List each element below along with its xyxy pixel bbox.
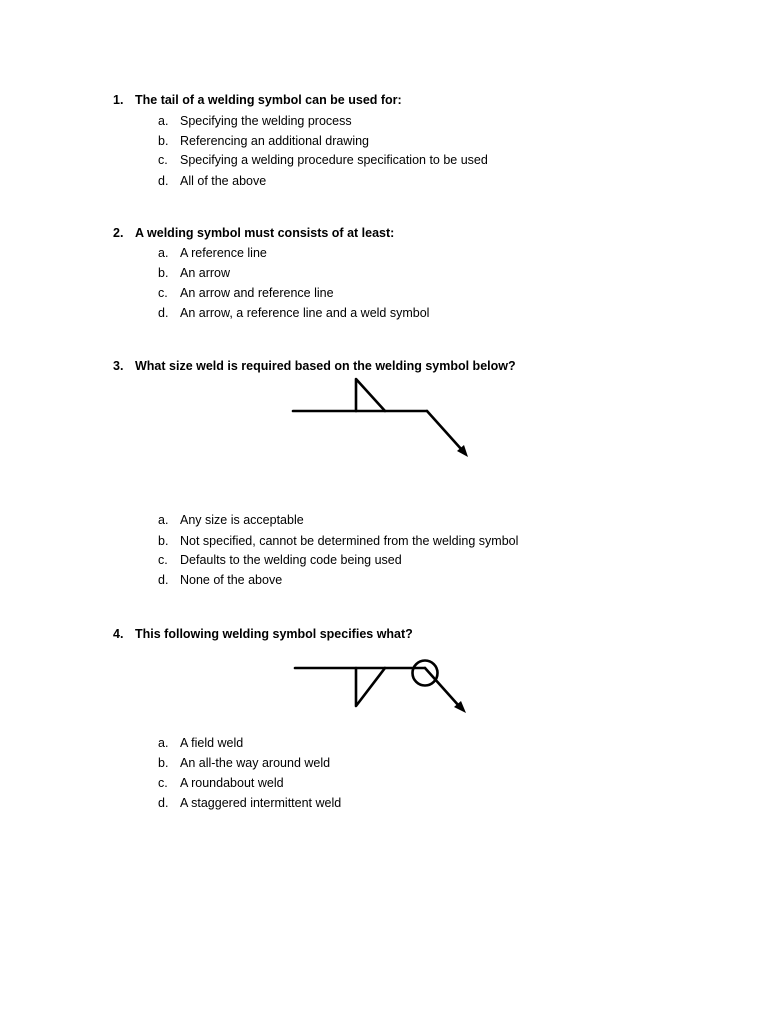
question-3-title <box>113 359 516 373</box>
option-text: A roundabout weld <box>180 776 284 790</box>
question-text: A welding symbol must consists of at least: <box>135 226 395 240</box>
fillet-weld-triangle <box>356 668 385 706</box>
option-3b <box>158 534 518 548</box>
option-letter: a. <box>158 114 169 128</box>
option-4a <box>158 736 243 750</box>
option-text: A field weld <box>180 736 244 750</box>
option-text: Defaults to the welding code being used <box>180 553 402 567</box>
question-number: 2. <box>113 226 124 240</box>
option-text: None of the above <box>180 573 283 587</box>
welding-symbol-q4 <box>295 661 459 707</box>
option-letter: d. <box>158 174 169 188</box>
option-letter: b. <box>158 134 169 148</box>
option-2a <box>158 246 267 260</box>
option-text: An arrow <box>180 266 231 280</box>
question-text: What size weld is required based on the welding symbol below? <box>135 359 516 373</box>
option-letter: d. <box>158 306 169 320</box>
option-text: An arrow, a reference line and a weld symbol <box>180 306 430 320</box>
option-text: All of the above <box>180 174 267 188</box>
option-letter: a. <box>158 736 169 750</box>
option-2c <box>158 286 334 300</box>
option-1c <box>158 153 488 167</box>
option-letter: b. <box>158 756 169 770</box>
option-1a <box>158 114 352 128</box>
question-text: This following welding symbol specifies what? <box>135 627 413 641</box>
option-letter: c. <box>158 776 168 790</box>
option-text: Specifying the welding process <box>180 114 352 128</box>
option-letter: c. <box>158 553 168 567</box>
weld-all-around-circle <box>413 661 438 686</box>
welding-symbol-q3 <box>293 379 462 450</box>
option-3d <box>158 573 282 587</box>
arrowhead <box>457 445 468 457</box>
question-1-title <box>113 93 402 107</box>
option-2d <box>158 306 429 320</box>
option-1d <box>158 174 266 188</box>
question-2-title <box>113 226 394 240</box>
option-letter: c. <box>158 153 168 167</box>
option-text: Any size is acceptable <box>180 513 304 527</box>
option-4c <box>158 776 284 790</box>
arrow-line <box>425 668 459 706</box>
option-1b <box>158 134 369 148</box>
option-letter: d. <box>158 573 169 587</box>
option-text: Referencing an additional drawing <box>180 134 370 148</box>
arrow-line <box>427 411 462 450</box>
option-text: An all-the way around weld <box>180 756 331 770</box>
option-text: Not specified, cannot be determined from the welding symbol <box>180 534 519 548</box>
question-number: 3. <box>113 359 124 373</box>
question-number: 4. <box>113 627 124 641</box>
option-text: Specifying a welding procedure specification to be used <box>180 153 488 167</box>
option-letter: b. <box>158 266 169 280</box>
option-4d <box>158 796 341 810</box>
option-letter: c. <box>158 286 168 300</box>
question-text: The tail of a welding symbol can be used for: <box>135 93 402 107</box>
question-4-title <box>113 627 413 641</box>
option-letter: a. <box>158 246 169 260</box>
option-text: An arrow and reference line <box>180 286 334 300</box>
option-3c <box>158 553 402 567</box>
option-4b <box>158 756 330 770</box>
option-text: A reference line <box>180 246 267 260</box>
option-2b <box>158 266 230 280</box>
fillet-weld-triangle <box>356 379 385 411</box>
option-letter: b. <box>158 534 169 548</box>
option-letter: a. <box>158 513 169 527</box>
option-text: A staggered intermittent weld <box>180 796 342 810</box>
option-letter: d. <box>158 796 169 810</box>
option-3a <box>158 513 304 527</box>
question-number: 1. <box>113 93 124 107</box>
arrowhead <box>454 701 466 713</box>
